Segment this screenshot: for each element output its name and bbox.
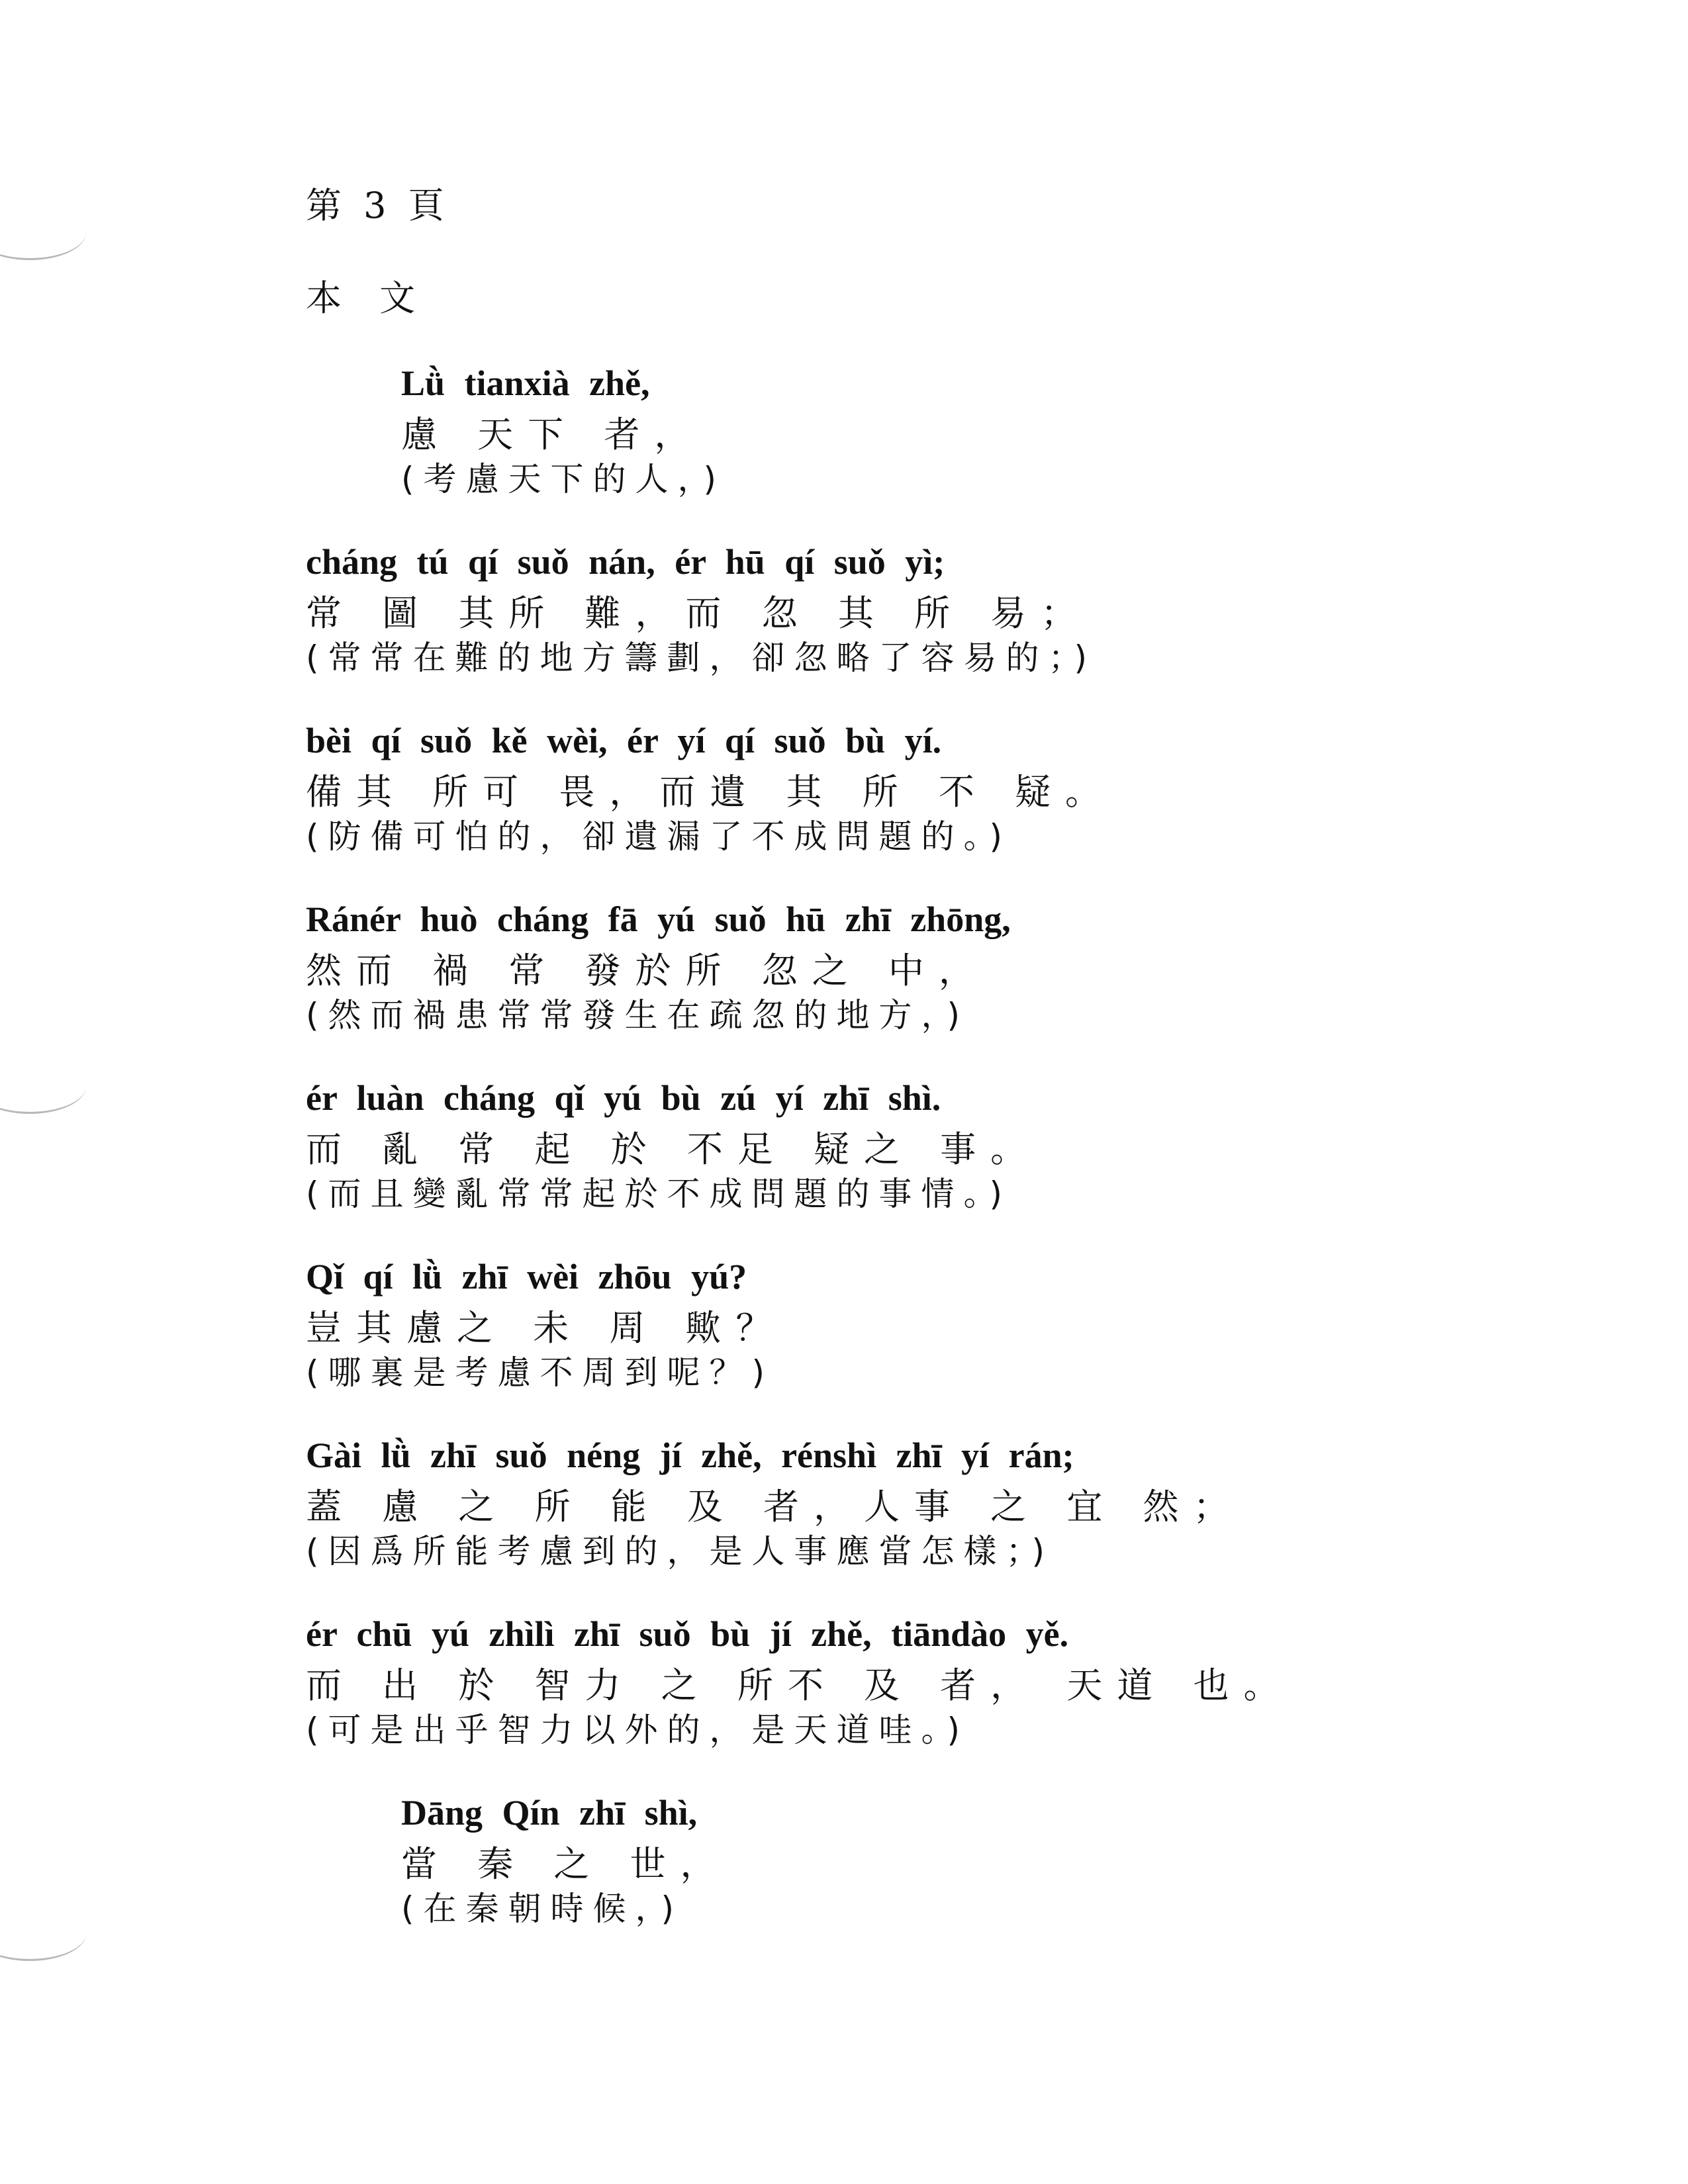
chinese-line: 豈其慮之 未 周 歟？ xyxy=(306,1307,786,1349)
translation-line: (可是出乎智力以外的，是天道哇。) xyxy=(306,1711,970,1749)
punch-hole-middle xyxy=(0,1059,86,1114)
pinyin-line: Gài lǜ zhī suǒ néng jí zhě, rénshì zhī yí rán; xyxy=(306,1435,1074,1475)
translation-line: (而且變亂常常起於不成問題的事情。) xyxy=(306,1175,1012,1213)
translation-line: (考慮天下的人，) xyxy=(401,460,726,498)
verse-block xyxy=(401,1792,731,1928)
chinese-line: 備其 所可 畏，而遺 其 所 不 疑。 xyxy=(306,771,1115,813)
page-number: 第 3 頁 xyxy=(306,185,449,226)
pinyin-line: Ránér huò cháng fā yú suǒ hū zhī zhōng, xyxy=(306,899,1011,939)
chinese-line: 然而 禍 常 發於所 忽之 中， xyxy=(306,950,989,991)
chinese-line: 而 出 於 智力 之 所不 及 者， 天道 也。 xyxy=(306,1664,1294,1706)
translation-line: (在秦朝時候，) xyxy=(401,1889,684,1928)
pinyin-line: Lǜ tianxià zhě, xyxy=(401,363,650,403)
verse-block xyxy=(306,1077,1041,1213)
translation-line: (然而禍患常常發生在疏忽的地方，) xyxy=(306,996,970,1034)
punch-hole-bottom xyxy=(0,1906,86,1961)
translation-line: (哪裏是考慮不周到呢？) xyxy=(306,1353,774,1392)
chinese-line: 蓋 慮 之 所 能 及 者，人事 之 宜 然； xyxy=(306,1486,1244,1527)
translation-line: (常常在難的地方籌劃，卻忽略了容易的；) xyxy=(306,639,1097,677)
translation-line: (因爲所能考慮到的，是人事應當怎樣；) xyxy=(306,1532,1055,1570)
pinyin-line: Dāng Qín zhī shì, xyxy=(401,1793,698,1833)
translation-line: (防備可怕的，卻遺漏了不成問題的。) xyxy=(306,817,1012,856)
chinese-line: 當 秦 之 世， xyxy=(401,1843,731,1885)
verse-block xyxy=(306,720,1115,856)
pinyin-line: Qǐ qí lǜ zhī wèi zhōu yú? xyxy=(306,1257,747,1297)
chinese-line: 慮 天下 者， xyxy=(401,414,705,455)
pinyin-line: ér chū yú zhìlì zhī suǒ bù jí zhě, tiāndào yě. xyxy=(306,1614,1069,1654)
verse-block xyxy=(401,363,726,498)
verse-block xyxy=(306,1256,786,1392)
section-title: 本 文 xyxy=(306,277,429,319)
chinese-line: 常 圖 其所 難，而 忽 其 所 易； xyxy=(306,592,1092,634)
chinese-line: 而 亂 常 起 於 不足 疑之 事。 xyxy=(306,1128,1041,1170)
verse-block xyxy=(306,1614,1294,1749)
verse-block xyxy=(306,899,1011,1034)
punch-hole-top xyxy=(0,205,86,260)
pinyin-line: ér luàn cháng qǐ yú bù zú yí zhī shì. xyxy=(306,1078,941,1118)
verse-block xyxy=(306,1435,1244,1570)
pinyin-line: cháng tú qí suǒ nán, ér hū qí suǒ yì; xyxy=(306,542,945,582)
pinyin-line: bèi qí suǒ kě wèi, ér yí qí suǒ bù yí. xyxy=(306,721,942,760)
verse-block xyxy=(306,541,1097,677)
